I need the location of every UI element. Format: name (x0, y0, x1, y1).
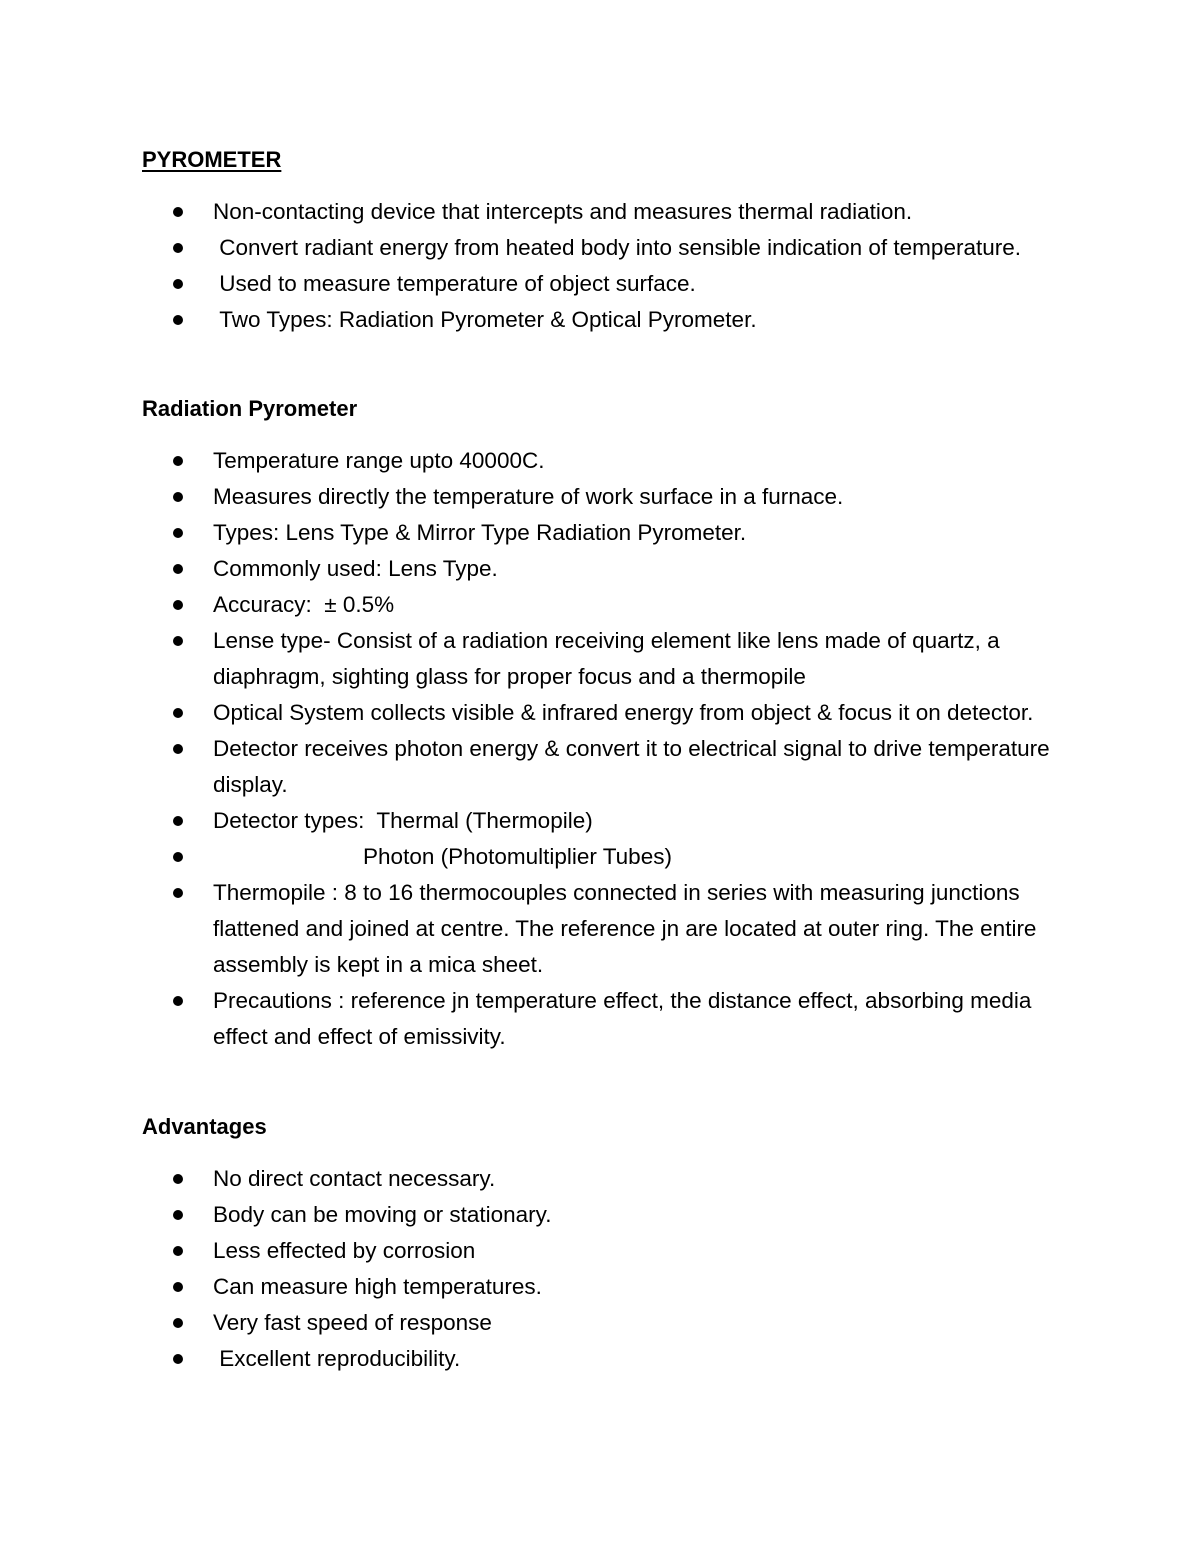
list-item (0, 695, 1200, 731)
bullet-icon (173, 1354, 183, 1364)
bullet-icon (173, 744, 183, 754)
list-item-text: Can measure high temperatures. (213, 1274, 542, 1299)
bullet-icon (173, 708, 183, 718)
list-item (0, 875, 1200, 983)
list-item (0, 194, 1200, 230)
bullet-icon (173, 636, 183, 646)
bullet-icon (173, 1246, 183, 1256)
bullet-icon (173, 1318, 183, 1328)
list-item-text: Lense type- Consist of a radiation receiving element like lens made of quartz, a diaphragm, sighting glass for proper focus and a thermopile (213, 628, 1006, 689)
list-item (0, 443, 1200, 479)
bullet-icon (173, 1174, 183, 1184)
list-item-text: Two Types: Radiation Pyrometer & Optical Pyrometer. (213, 307, 757, 332)
list-item-text: Non-contacting device that intercepts and measures thermal radiation. (213, 199, 913, 224)
list-item (0, 266, 1200, 302)
bullet-icon (173, 492, 183, 502)
list-item-text: Used to measure temperature of object surface. (213, 271, 696, 296)
list-item-text: Detector types: Thermal (Thermopile) (213, 808, 593, 833)
bullet-icon (173, 456, 183, 466)
bullet-icon (173, 279, 183, 289)
list-item (0, 1341, 1200, 1377)
list-item (0, 302, 1200, 338)
list-item-text: Optical System collects visible & infrared energy from object & focus it on detector. (213, 700, 1034, 725)
section-heading-advantages: Advantages (142, 1114, 267, 1139)
section-heading-radiation-pyrometer: Radiation Pyrometer (142, 396, 358, 421)
list-item (0, 230, 1200, 266)
list-item-text: Temperature range upto 40000C. (213, 448, 545, 473)
bullet-icon (173, 852, 183, 862)
list-item-text: Measures directly the temperature of work surface in a furnace. (213, 484, 844, 509)
bullet-icon (173, 315, 183, 325)
intro-bullet-list (0, 194, 1200, 338)
list-item-text: Less effected by corrosion (213, 1238, 476, 1263)
list-item-text: Commonly used: Lens Type. (213, 556, 498, 581)
list-item (0, 551, 1200, 587)
bullet-icon (173, 816, 183, 826)
list-item (0, 983, 1200, 1055)
page-title: PYROMETER (142, 147, 282, 172)
list-item-text: No direct contact necessary. (213, 1166, 496, 1191)
list-item-text: Convert radiant energy from heated body into sensible indication of temperature. (213, 235, 1021, 260)
list-item-text: Thermopile : 8 to 16 thermocouples connected in series with measuring junctions flattened and joined at centre. The reference jn are located at outer ring. The entire assembly is kept in a mica sheet. (213, 880, 1043, 977)
list-item (0, 839, 1200, 875)
list-item (0, 1233, 1200, 1269)
bullet-icon (173, 600, 183, 610)
list-item (0, 587, 1200, 623)
list-item-text: Precautions : reference jn temperature effect, the distance effect, absorbing media effect and effect of emissivity. (213, 988, 1038, 1049)
list-item-text: Photon (Photomultiplier Tubes) (213, 844, 672, 869)
list-item (0, 731, 1200, 803)
list-item (0, 1305, 1200, 1341)
list-item (0, 623, 1200, 695)
bullet-icon (173, 1210, 183, 1220)
list-item-text: Detector receives photon energy & convert it to electrical signal to drive temperature display. (213, 736, 1056, 797)
list-item (0, 1197, 1200, 1233)
list-item (0, 1161, 1200, 1197)
bullet-icon (173, 207, 183, 217)
list-item (0, 515, 1200, 551)
list-item-text: Very fast speed of response (213, 1310, 492, 1335)
list-item-text: Excellent reproducibility. (213, 1346, 461, 1371)
list-item-text: Accuracy: ± 0.5% (213, 592, 395, 617)
list-item (0, 479, 1200, 515)
bullet-icon (173, 528, 183, 538)
list-item-text: Body can be moving or stationary. (213, 1202, 552, 1227)
bullet-icon (173, 888, 183, 898)
bullet-icon (173, 996, 183, 1006)
bullet-icon (173, 1282, 183, 1292)
radiation-bullet-list (0, 443, 1200, 1055)
bullet-icon (173, 243, 183, 253)
list-item (0, 1269, 1200, 1305)
list-item-text: Types: Lens Type & Mirror Type Radiation Pyrometer. (213, 520, 747, 545)
list-item (0, 803, 1200, 839)
bullet-icon (173, 564, 183, 574)
advantages-bullet-list (0, 1161, 1200, 1377)
